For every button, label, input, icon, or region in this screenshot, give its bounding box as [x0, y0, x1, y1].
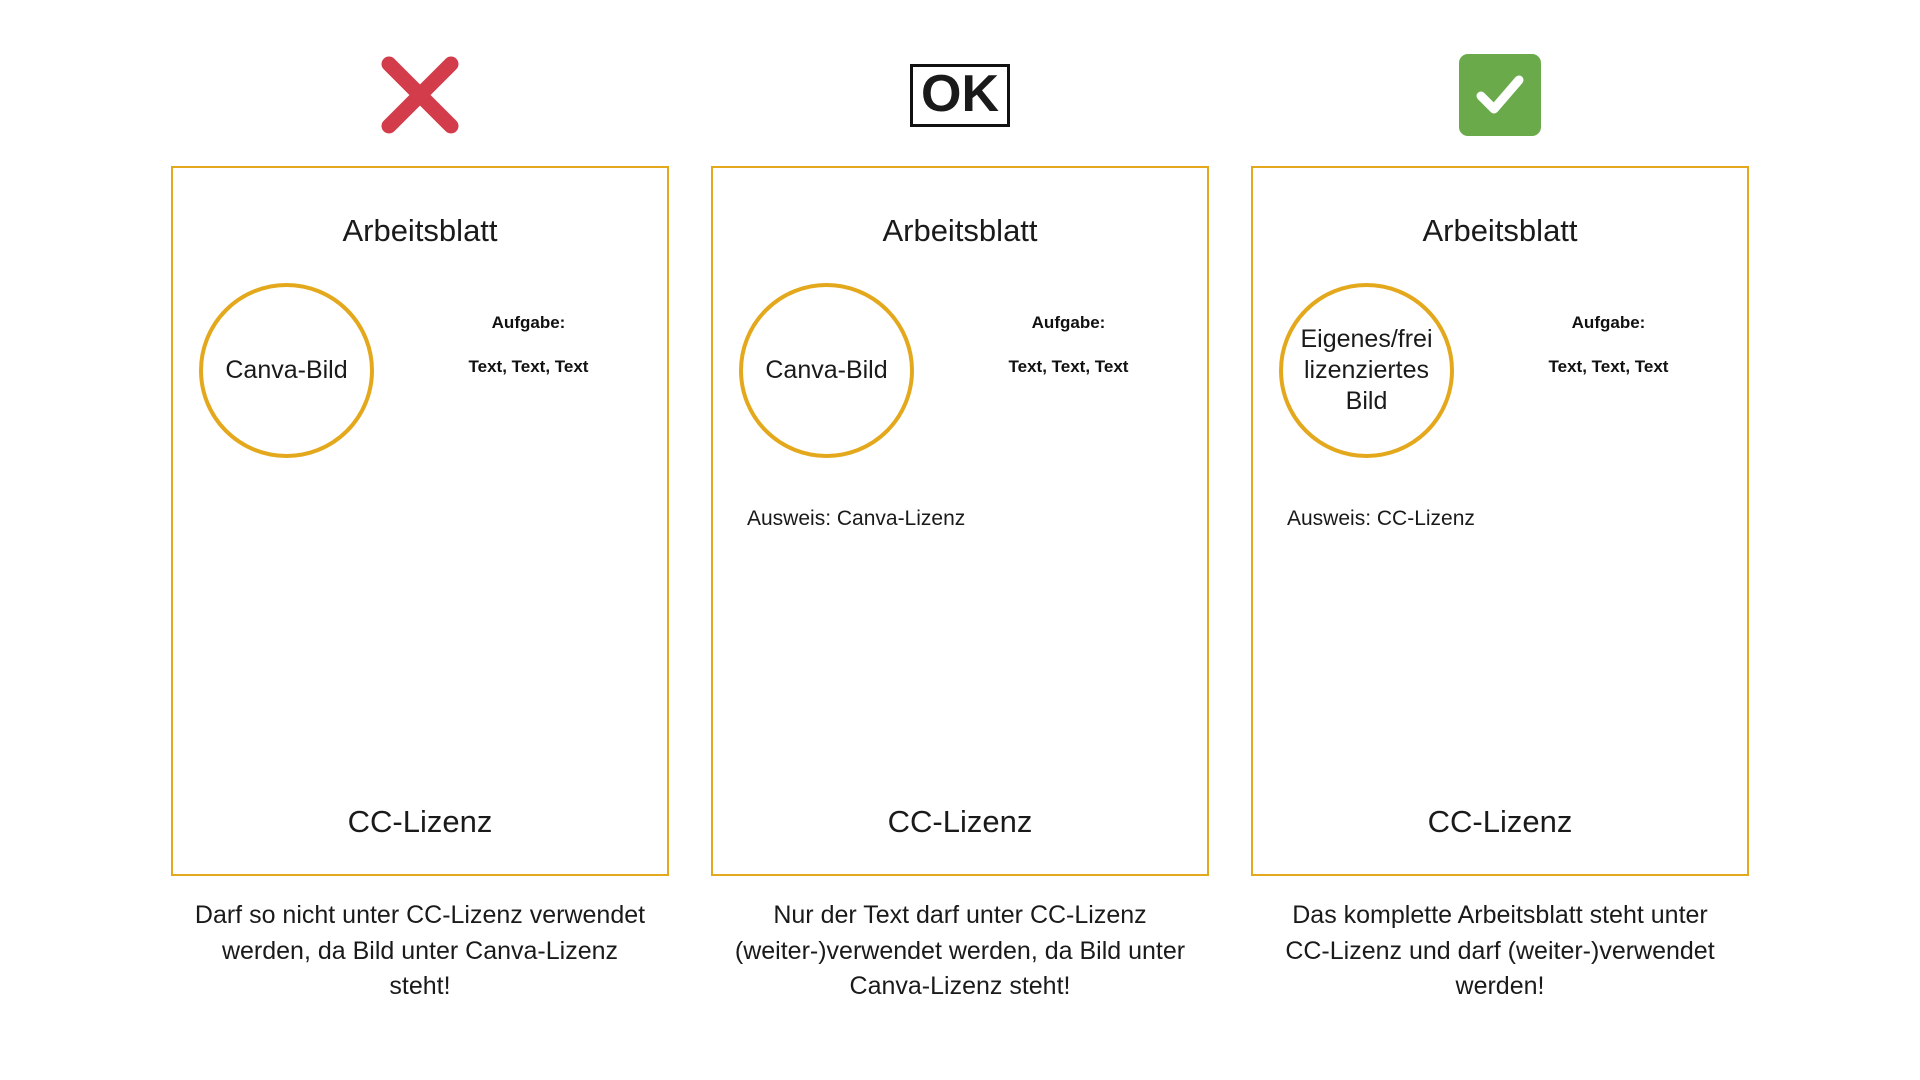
- status-mark: [375, 40, 465, 150]
- license-note: Ausweis: CC-Lizenz: [1287, 507, 1475, 530]
- column-caption: Das komplette Arbeitsblatt steht unter CC-Lizenz und darf (weiter-)verwendet werden!: [1285, 901, 1715, 1000]
- worksheet-title: Arbeitsblatt: [882, 213, 1038, 248]
- worksheet-title: Arbeitsblatt: [342, 213, 498, 248]
- column-partly-allowed: [710, 40, 1210, 1005]
- worksheet-title: Arbeitsblatt: [1422, 213, 1578, 248]
- worksheet-card: [711, 166, 1209, 876]
- column-caption: Nur der Text darf unter CC-Lizenz (weiter-)verwendet werden, da Bild unter Canva-Lizenz steht!: [734, 901, 1186, 1000]
- task-lines: Text, Text, Text: [1548, 357, 1669, 376]
- column-allowed: [1250, 40, 1750, 1005]
- worksheet-body: [713, 275, 1207, 530]
- task-block: [1501, 313, 1716, 377]
- image-bubble: [199, 283, 374, 458]
- worksheet-body: [173, 275, 667, 495]
- task-block: [421, 313, 636, 377]
- status-mark: [1459, 40, 1541, 150]
- status-mark: [910, 40, 1010, 150]
- cross-icon: [375, 50, 465, 140]
- task-lines: Text, Text, Text: [468, 357, 589, 376]
- task-label: Aufgabe:: [1571, 313, 1646, 332]
- image-bubble: [739, 283, 914, 458]
- image-bubble-label: Eigenes/frei lizenziertes Bild: [1300, 324, 1433, 416]
- column-caption: Darf so nicht unter CC-Lizenz verwendet werden, da Bild unter Canva-Lizenz steht!: [194, 901, 646, 1000]
- task-label: Aufgabe:: [1031, 313, 1106, 332]
- task-block: [961, 313, 1176, 377]
- worksheet-license-footer: CC-Lizenz: [1427, 804, 1573, 839]
- check-mark-icon: [1459, 54, 1541, 136]
- worksheet-card: [1251, 166, 1749, 876]
- task-label: Aufgabe:: [491, 313, 566, 332]
- image-bubble-label: Canva-Bild: [225, 355, 348, 384]
- column-not-allowed: [170, 40, 670, 1005]
- worksheet-license-footer: CC-Lizenz: [887, 804, 1033, 839]
- worksheet-body: [1253, 275, 1747, 530]
- worksheet-license-footer: CC-Lizenz: [347, 804, 493, 839]
- image-bubble: [1279, 283, 1454, 458]
- task-lines: Text, Text, Text: [1008, 357, 1129, 376]
- worksheet-card: [171, 166, 669, 876]
- ok-box-icon: OK: [910, 64, 1010, 127]
- image-bubble-label: Canva-Bild: [765, 355, 888, 384]
- license-note: Ausweis: Canva-Lizenz: [747, 507, 966, 530]
